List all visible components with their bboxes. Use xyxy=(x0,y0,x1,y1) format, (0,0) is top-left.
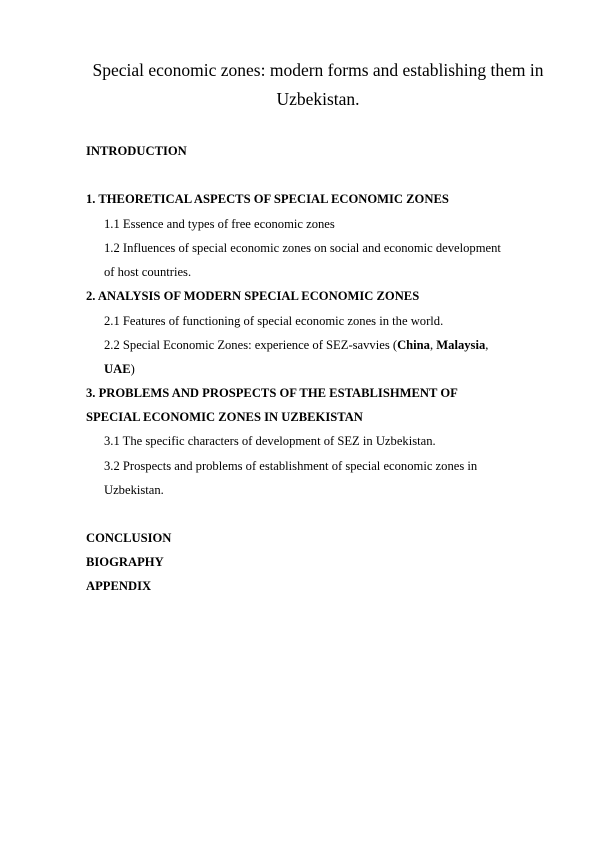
toc-conclusion: CONCLUSION xyxy=(86,531,172,545)
separator-1: , xyxy=(429,338,437,352)
toc-section-3-1: 3.1 The specific characters of development of SEZ in Uzbekistan. xyxy=(104,434,436,448)
toc-chapter-1-heading: 1. THEORETICAL ASPECTS OF SPECIAL ECONOMIC ZONES xyxy=(86,192,449,206)
toc-chapter-2-heading: 2. ANALYSIS OF MODERN SPECIAL ECONOMIC ZONES xyxy=(86,289,420,303)
country-malaysia: Malaysia xyxy=(436,338,486,352)
country-china: China xyxy=(397,338,430,352)
toc-section-3-2-line-1: 3.2 Prospects and problems of establishment of special economic zones in xyxy=(104,459,478,473)
toc-section-3-2-line-2: Uzbekistan. xyxy=(104,483,164,497)
toc-section-1-2-line-1: 1.2 Influences of special economic zones on social and economic development xyxy=(104,241,501,255)
toc-section-1-2-line-2: of host countries. xyxy=(104,265,192,279)
country-uae: UAE xyxy=(104,362,131,376)
toc-section-2-2-line-1 xyxy=(104,337,488,353)
title-line-1: Special economic zones: modern forms and establishing them in xyxy=(92,60,544,80)
toc-section-1-1: 1.1 Essence and types of free economic zones xyxy=(104,217,335,231)
section-2-2-prefix: 2.2 Special Economic Zones: experience of SEZ-savvies ( xyxy=(104,338,398,352)
document-title xyxy=(80,56,556,114)
title-line-2: Uzbekistan. xyxy=(276,89,360,109)
toc-biography: BIOGRAPHY xyxy=(86,555,164,569)
toc-section-2-2-line-2 xyxy=(104,361,135,377)
toc-chapter-3-heading-line-1: 3. PROBLEMS AND PROSPECTS OF THE ESTABLISHMENT OF xyxy=(86,386,458,400)
toc-chapter-3-heading-line-2: SPECIAL ECONOMIC ZONES IN UZBEKISTAN xyxy=(86,410,363,424)
separator-2: , xyxy=(485,338,489,352)
toc-appendix: APPENDIX xyxy=(86,579,152,593)
closing-paren: ) xyxy=(130,362,135,376)
toc-section-2-1: 2.1 Features of functioning of special economic zones in the world. xyxy=(104,314,444,328)
toc-introduction: INTRODUCTION xyxy=(86,144,187,158)
